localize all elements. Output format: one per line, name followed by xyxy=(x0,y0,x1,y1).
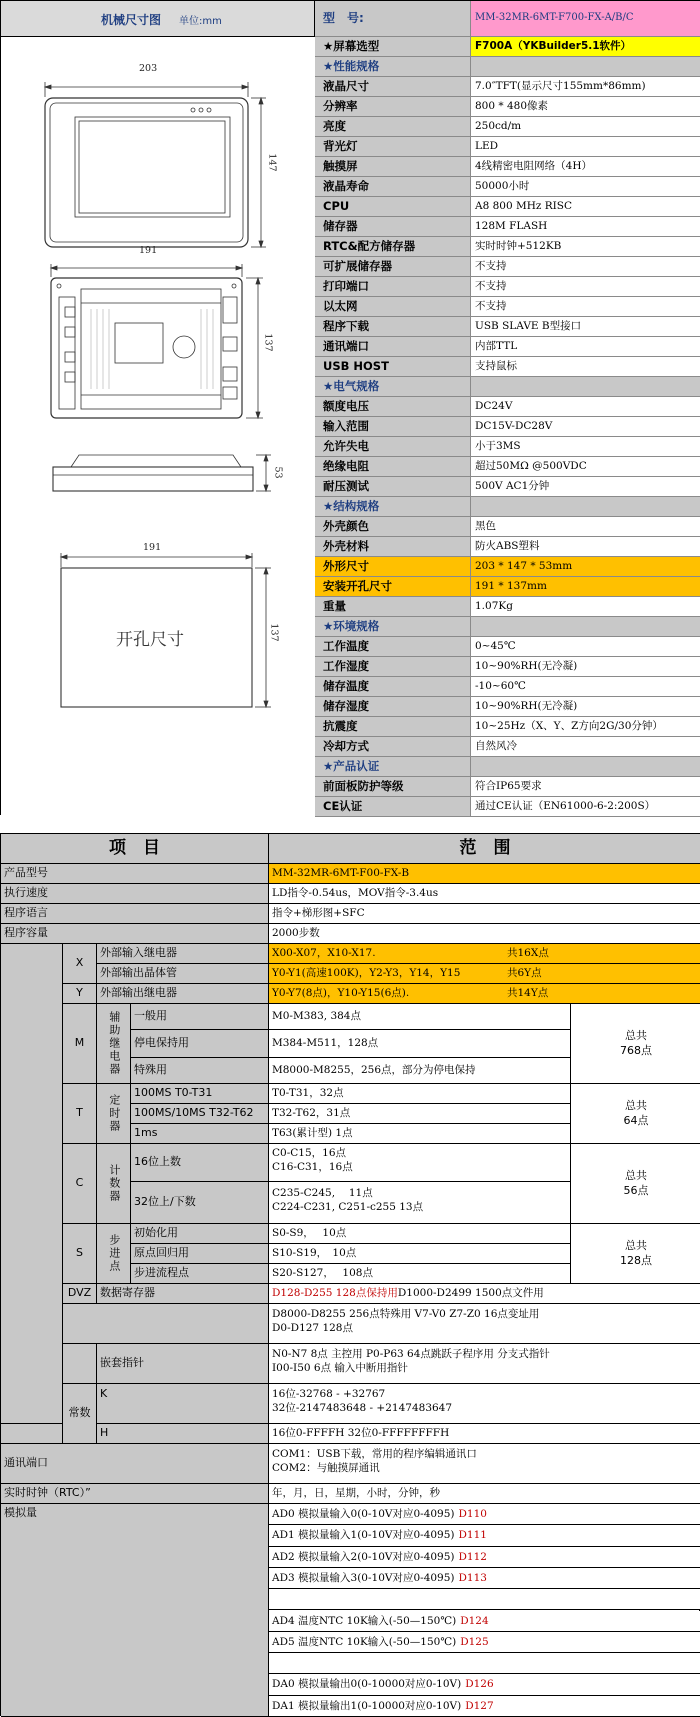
spec-value: 10~25Hz（X、Y、Z方向2G/30分钟） xyxy=(471,717,700,736)
spec-row xyxy=(315,217,700,237)
cutout-width-label: 191 xyxy=(143,542,162,553)
spec-row xyxy=(315,757,700,777)
spec-key: 工作温度 xyxy=(315,637,471,656)
model-row xyxy=(315,1,700,37)
spec-key: 液晶尺寸 xyxy=(315,77,471,96)
spec-key: 可扩展储存器 xyxy=(315,257,471,276)
spec-key: ★环境规格 xyxy=(315,617,471,636)
spec-key: 通讯端口 xyxy=(315,337,471,356)
spec-key: 抗震度 xyxy=(315,717,471,736)
analog-row: AD5 温度NTC 10K输入(-50—150℃) D125 xyxy=(269,1632,700,1653)
model-value: MM-32MR-6MT-F00-FX-B xyxy=(269,864,700,884)
spec-key: USB HOST xyxy=(315,357,471,376)
com-value: COM1：USB下载，常用的程序编辑通讯口 COM2：与触摸屏通讯 xyxy=(269,1444,700,1484)
model-label: 型 号: xyxy=(315,1,471,36)
spec-value: 50000小时 xyxy=(471,177,700,196)
spec-row xyxy=(315,577,700,597)
spec-value xyxy=(471,757,700,776)
y-name: 外部输出继电器 xyxy=(97,984,269,1004)
m-name-1: 停电保持用 xyxy=(131,1030,269,1058)
t-name-0: 100MS T0-T31 xyxy=(131,1084,269,1104)
spec-value: 不支持 xyxy=(471,297,700,316)
spec-row xyxy=(315,457,700,477)
side-depth-label: 53 xyxy=(272,466,284,479)
spec-key: ★结构规格 xyxy=(315,497,471,516)
front-height-label: 147 xyxy=(266,153,278,172)
spec-value: 符合IP65要求 xyxy=(471,777,700,796)
rtc-key: 实时时钟（RTC）” xyxy=(1,1484,269,1504)
spec-value: 7.0″TFT(显示尺寸155mm*86mm) xyxy=(471,77,700,96)
spec-key: ★性能规格 xyxy=(315,57,471,76)
c-total: 总共 56点 xyxy=(571,1144,700,1224)
spec-value: 0~45℃ xyxy=(471,637,700,656)
t-name-1: 100MS/10MS T32-T62 xyxy=(131,1104,269,1124)
spec-value: 500V AC1分钟 xyxy=(471,477,700,496)
spec-row xyxy=(315,37,700,57)
spec-key: 重量 xyxy=(315,597,471,616)
spec-row xyxy=(315,317,700,337)
analog-row: AD1 模拟量输入1(0-10V对应0-4095) D111 xyxy=(269,1525,700,1546)
cap-key: 程序容量 xyxy=(1,924,269,944)
rtc-value: 年，月，日，星期，小时，分钟，秒 xyxy=(269,1484,700,1504)
analog-row: DA0 模拟量输出0(0-10000对应0-10V) D126 xyxy=(269,1674,700,1695)
mechanical-drawing xyxy=(1,37,315,816)
spec-value: 191 * 137mm xyxy=(471,577,700,596)
s-total: 总共 128点 xyxy=(571,1224,700,1284)
spec-row xyxy=(315,657,700,677)
s-value-0: S0-S9， 10点 xyxy=(269,1224,571,1244)
head-range: 范 围 xyxy=(269,834,700,864)
t-group: 定时器 xyxy=(97,1084,131,1144)
spec-key: 储存温度 xyxy=(315,677,471,696)
unit-label: 单位:mm xyxy=(179,16,222,27)
spec-value: 203 * 147 * 53mm xyxy=(471,557,700,576)
s-value-1: S10-S19， 10点 xyxy=(269,1244,571,1264)
back-width-label: 191 xyxy=(139,245,158,256)
x-value: X00-X07，X10-X17. 共16X点 xyxy=(269,944,700,964)
x-code: X xyxy=(63,944,97,984)
cap-value: 2000步数 xyxy=(269,924,700,944)
spec-key: 外壳颜色 xyxy=(315,517,471,536)
spec-value: 防火ABS塑料 xyxy=(471,537,700,556)
spec-value: -10~60℃ xyxy=(471,677,700,696)
spec-value: 10~90%RH(无冷凝) xyxy=(471,657,700,676)
c-value-1: C235-C245, 11点 C224-C231, C251-c255 13点 xyxy=(269,1182,571,1224)
spec-value: 800 * 480像素 xyxy=(471,97,700,116)
spec-key: 储存湿度 xyxy=(315,697,471,716)
side-view xyxy=(53,455,271,491)
spec-value: DC24V xyxy=(471,397,700,416)
spec-row xyxy=(315,497,700,517)
spec-key: ★电气规格 xyxy=(315,377,471,396)
spec-value: LED xyxy=(471,137,700,156)
speed-value: LD指令-0.54us，MOV指令-3.4us xyxy=(269,884,700,904)
h-value: 16位0-FFFFH 32位0-FFFFFFFFH xyxy=(269,1424,700,1444)
transistor-name: 外部输出晶体管 xyxy=(97,964,269,984)
spec-row xyxy=(315,677,700,697)
dvz-code: DVZ xyxy=(63,1284,97,1304)
transistor-value: Y0-Y1(高速100K)，Y2-Y3，Y14，Y15 共6Y点 xyxy=(269,964,700,984)
spec-key: 外形尺寸 xyxy=(315,557,471,576)
cutout-height-label: 137 xyxy=(268,623,280,642)
spec-row xyxy=(315,437,700,457)
spec-value: USB SLAVE B型接口 xyxy=(471,317,700,336)
spec-value: 黑色 xyxy=(471,517,700,536)
spec-row xyxy=(315,237,700,257)
spec-key: 液晶寿命 xyxy=(315,177,471,196)
spec-row xyxy=(315,357,700,377)
c-group: 计数器 xyxy=(97,1144,131,1224)
analog-key: 模拟量 xyxy=(1,1504,269,1717)
dvz-value-1: D128-D255 128点保持用 D1000-D2499 1500点文件用 xyxy=(269,1284,700,1304)
ptr-name: 嵌套指针 xyxy=(97,1344,269,1384)
spec-value: A8 800 MHz RISC xyxy=(471,197,700,216)
spec-row xyxy=(315,397,700,417)
spec-key: CE认证 xyxy=(315,797,471,816)
function-table xyxy=(0,833,700,1716)
spec-value: 不支持 xyxy=(471,257,700,276)
spec-row xyxy=(315,297,700,317)
t-value-2: T63(累计型) 1点 xyxy=(269,1124,571,1144)
spec-key: 以太网 xyxy=(315,297,471,316)
head-item: 项 目 xyxy=(1,834,269,864)
m-group: 辅助继电器 xyxy=(97,1004,131,1084)
spec-row xyxy=(315,597,700,617)
spec-row xyxy=(315,777,700,797)
m-name-2: 特殊用 xyxy=(131,1058,269,1084)
spec-row xyxy=(315,797,700,817)
blank-column xyxy=(1,944,63,1424)
ptr-value: N0-N7 8点 主控用 P0-P63 64点跳跃子程序用 分支式指针 I00-I50 6点 输入中断用指针 xyxy=(269,1344,700,1384)
spec-key: 额度电压 xyxy=(315,397,471,416)
spec-value: 实时时钟+512KB xyxy=(471,237,700,256)
spec-value: 通过CE认证（EN61000-6-2:200S） xyxy=(471,797,700,816)
k-code: K xyxy=(97,1384,269,1424)
spec-value xyxy=(471,377,700,396)
analog-row: DA1 模拟量输出1(0-10000对应0-10V) D127 xyxy=(269,1696,700,1717)
spec-value xyxy=(471,617,700,636)
m-value-2: M8000-M8255，256点，部分为停电保持 xyxy=(269,1058,571,1084)
spec-value: 128M FLASH xyxy=(471,217,700,236)
t-value-1: T32-T62，31点 xyxy=(269,1104,571,1124)
s-name-0: 初始化用 xyxy=(131,1224,269,1244)
lang-key: 程序语言 xyxy=(1,904,269,924)
spec-row xyxy=(315,177,700,197)
ptr-blank xyxy=(63,1344,97,1384)
spec-key: 储存器 xyxy=(315,217,471,236)
spec-value: 4线精密电阻网络（4H） xyxy=(471,157,700,176)
m-code: M xyxy=(63,1004,97,1084)
y-value: Y0-Y7(8点)，Y10-Y15(6点). 共14Y点 xyxy=(269,984,700,1004)
spec-key: 安装开孔尺寸 xyxy=(315,577,471,596)
s-name-1: 原点回归用 xyxy=(131,1244,269,1264)
dvz-name: 数据寄存器 xyxy=(97,1284,269,1304)
spec-row xyxy=(315,697,700,717)
spec-row xyxy=(315,277,700,297)
spec-row xyxy=(315,717,700,737)
spec-key: 允许失电 xyxy=(315,437,471,456)
spec-row xyxy=(315,557,700,577)
model-key: 产品型号 xyxy=(1,864,269,884)
t-code: T xyxy=(63,1084,97,1144)
spec-value: 250cd/m xyxy=(471,117,700,136)
c-name-1: 32位上/下数 xyxy=(131,1182,269,1224)
spec-value xyxy=(471,57,700,76)
spec-key: RTC&配方储存器 xyxy=(315,237,471,256)
spec-key: 触摸屏 xyxy=(315,157,471,176)
x-name: 外部输入继电器 xyxy=(97,944,269,964)
spec-value: 10~90%RH(无冷凝) xyxy=(471,697,700,716)
spec-value: 不支持 xyxy=(471,277,700,296)
spec-row xyxy=(315,537,700,557)
spec-row xyxy=(315,57,700,77)
t-name-2: 1ms xyxy=(131,1124,269,1144)
c-code: C xyxy=(63,1144,97,1224)
spec-value xyxy=(471,497,700,516)
analog-row xyxy=(269,1653,700,1674)
spec-key: 冷却方式 xyxy=(315,737,471,756)
spec-key: 绝缘电阻 xyxy=(315,457,471,476)
t-value-0: T0-T31，32点 xyxy=(269,1084,571,1104)
spec-value: 超过50MΩ @500VDC xyxy=(471,457,700,476)
s-value-2: S20-S127， 108点 xyxy=(269,1264,571,1284)
back-height-label: 137 xyxy=(262,333,274,352)
com-key: 通讯端口 xyxy=(1,1444,269,1484)
spec-value: 自然风冷 xyxy=(471,737,700,756)
spec-key: 打印端口 xyxy=(315,277,471,296)
m-name-0: 一般用 xyxy=(131,1004,269,1030)
spec-value: 1.07Kg xyxy=(471,597,700,616)
spec-table xyxy=(315,1,700,817)
s-name-2: 步进流程点 xyxy=(131,1264,269,1284)
spec-key: 前面板防护等级 xyxy=(315,777,471,796)
m-total: 总共 768点 xyxy=(571,1004,700,1084)
y-code: Y xyxy=(63,984,97,1004)
spec-key: 耐压测试 xyxy=(315,477,471,496)
spec-row xyxy=(315,637,700,657)
spec-key: 背光灯 xyxy=(315,137,471,156)
analog-row xyxy=(269,1589,700,1610)
const-name: 常数 xyxy=(63,1384,97,1444)
analog-row: AD4 温度NTC 10K输入(-50—150℃) D124 xyxy=(269,1611,700,1632)
model-value: MM-32MR-6MT-F700-FX-A/B/C xyxy=(471,1,700,36)
c-name-0: 16位上数 xyxy=(131,1144,269,1182)
lang-value: 指令+梯形图+SFC xyxy=(269,904,700,924)
spec-key: ★屏幕选型 xyxy=(315,37,471,56)
s-group: 步进点 xyxy=(97,1224,131,1284)
spec-row xyxy=(315,517,700,537)
spec-row xyxy=(315,337,700,357)
c-value-0: C0-C15，16点 C16-C31，16点 xyxy=(269,1144,571,1182)
h-code: H xyxy=(97,1424,269,1444)
front-width-label: 203 xyxy=(139,63,158,74)
spec-row xyxy=(315,197,700,217)
spec-key: 外壳材料 xyxy=(315,537,471,556)
analog-row: AD0 模拟量输入0(0-10V对应0-4095) D110 xyxy=(269,1504,700,1525)
cutout-label: 开孔尺寸 xyxy=(116,630,184,650)
spec-sheet xyxy=(0,0,700,815)
spec-row xyxy=(315,477,700,497)
dvz-blank xyxy=(63,1304,269,1344)
speed-key: 执行速度 xyxy=(1,884,269,904)
spec-value: F700A（YKBuilder5.1软件） xyxy=(471,37,700,56)
spec-value: 支持鼠标 xyxy=(471,357,700,376)
analog-row: AD3 模拟量输入3(0-10V对应0-4095) D113 xyxy=(269,1568,700,1589)
spec-value: 内部TTL xyxy=(471,337,700,356)
s-code: S xyxy=(63,1224,97,1284)
spec-key: 亮度 xyxy=(315,117,471,136)
spec-row xyxy=(315,417,700,437)
spec-key: CPU xyxy=(315,197,471,216)
spec-row xyxy=(315,617,700,637)
h-blank xyxy=(1,1424,63,1444)
m-value-0: M0-M383, 384点 xyxy=(269,1004,571,1030)
spec-value: 小于3MS xyxy=(471,437,700,456)
drawing-title: 机械尺寸图 xyxy=(101,13,162,27)
analog-row: AD2 模拟量输入2(0-10V对应0-4095) D112 xyxy=(269,1547,700,1568)
spec-key: 程序下载 xyxy=(315,317,471,336)
t-total: 总共 64点 xyxy=(571,1084,700,1144)
spec-row xyxy=(315,77,700,97)
spec-key: 输入范围 xyxy=(315,417,471,436)
spec-key: 工作湿度 xyxy=(315,657,471,676)
spec-row xyxy=(315,157,700,177)
drawing-header xyxy=(1,1,315,37)
m-value-1: M384-M511，128点 xyxy=(269,1030,571,1058)
spec-row xyxy=(315,97,700,117)
spec-value: DC15V-DC28V xyxy=(471,417,700,436)
dvz-value-2: D8000-D8255 256点特殊用 V7-V0 Z7-Z0 16点变址用 D0-D127 128点 xyxy=(269,1304,700,1344)
spec-key: ★产品认证 xyxy=(315,757,471,776)
spec-row xyxy=(315,377,700,397)
k-value: 16位-32768 - +32767 32位-2147483648 - +2147483647 xyxy=(269,1384,700,1424)
front-view xyxy=(45,82,266,247)
spec-row xyxy=(315,737,700,757)
back-view xyxy=(51,264,263,418)
spec-row xyxy=(315,117,700,137)
spec-key: 分辨率 xyxy=(315,97,471,116)
spec-row xyxy=(315,257,700,277)
spec-row xyxy=(315,137,700,157)
